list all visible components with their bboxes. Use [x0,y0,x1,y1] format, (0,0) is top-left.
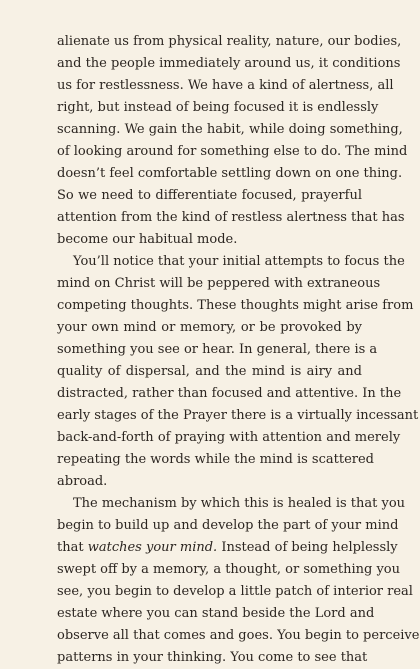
emphasized-text: watches your mind. [87,540,218,555]
text-line: early stages of the Prayer there is a virtually incessant [57,408,419,423]
text-line: observe all that comes and goes. You begin to perceive [57,628,420,643]
text-line: distracted, rather than focused and attentive. In the [57,386,402,401]
text-line: back-and-forth of praying with attention and merely [57,430,401,445]
text-line: right, but instead of being focused it is endlessly [57,100,379,115]
text-line: see, you begin to develop a little patch of interior real [57,584,413,599]
text-line: competing thoughts. These thoughts might arise from [57,298,414,313]
text-line: and the people immediately around us, it conditions [57,56,401,71]
text-line [57,537,398,559]
text-line: The mechanism by which this is healed is that you [73,496,406,511]
text-line: attention from the kind of restless alertness that has [57,210,405,225]
text-line: swept off by a memory, a thought, or something you [57,562,400,577]
text-line: alienate us from physical reality, nature, our bodies, [57,34,402,49]
text-line: mind on Christ will be peppered with extraneous [57,276,381,291]
text-line: your own mind or memory, or be provoked by [57,320,362,335]
text-line: doesn’t feel comfortable settling down on one thing. [57,166,403,181]
text-line: of looking around for something else to do. The mind [57,144,408,159]
text-line: abroad. [57,474,108,489]
text-segment: Instead of being helplessly [217,540,398,555]
text-line: So we need to differentiate focused, prayerful [57,188,362,203]
text-line: become our habitual mode. [57,232,238,247]
text-line: something you see or hear. In general, there is a [57,342,378,357]
text-line: quality of dispersal, and the mind is airy and [57,364,362,379]
text-line: us for restlessness. We have a kind of alertness, all [57,78,394,93]
text-segment: that [57,540,88,555]
text-line: You’ll notice that your initial attempts to focus the [73,254,405,269]
text-line: scanning. We gain the habit, while doing something, [57,122,403,137]
text-line: repeating the words while the mind is scattered [57,452,375,467]
text-line: patterns in your thinking. You come to see that [57,650,368,665]
text-line: begin to build up and develop the part of your mind [57,518,399,533]
text-line: estate where you can stand beside the Lord and [57,606,375,621]
